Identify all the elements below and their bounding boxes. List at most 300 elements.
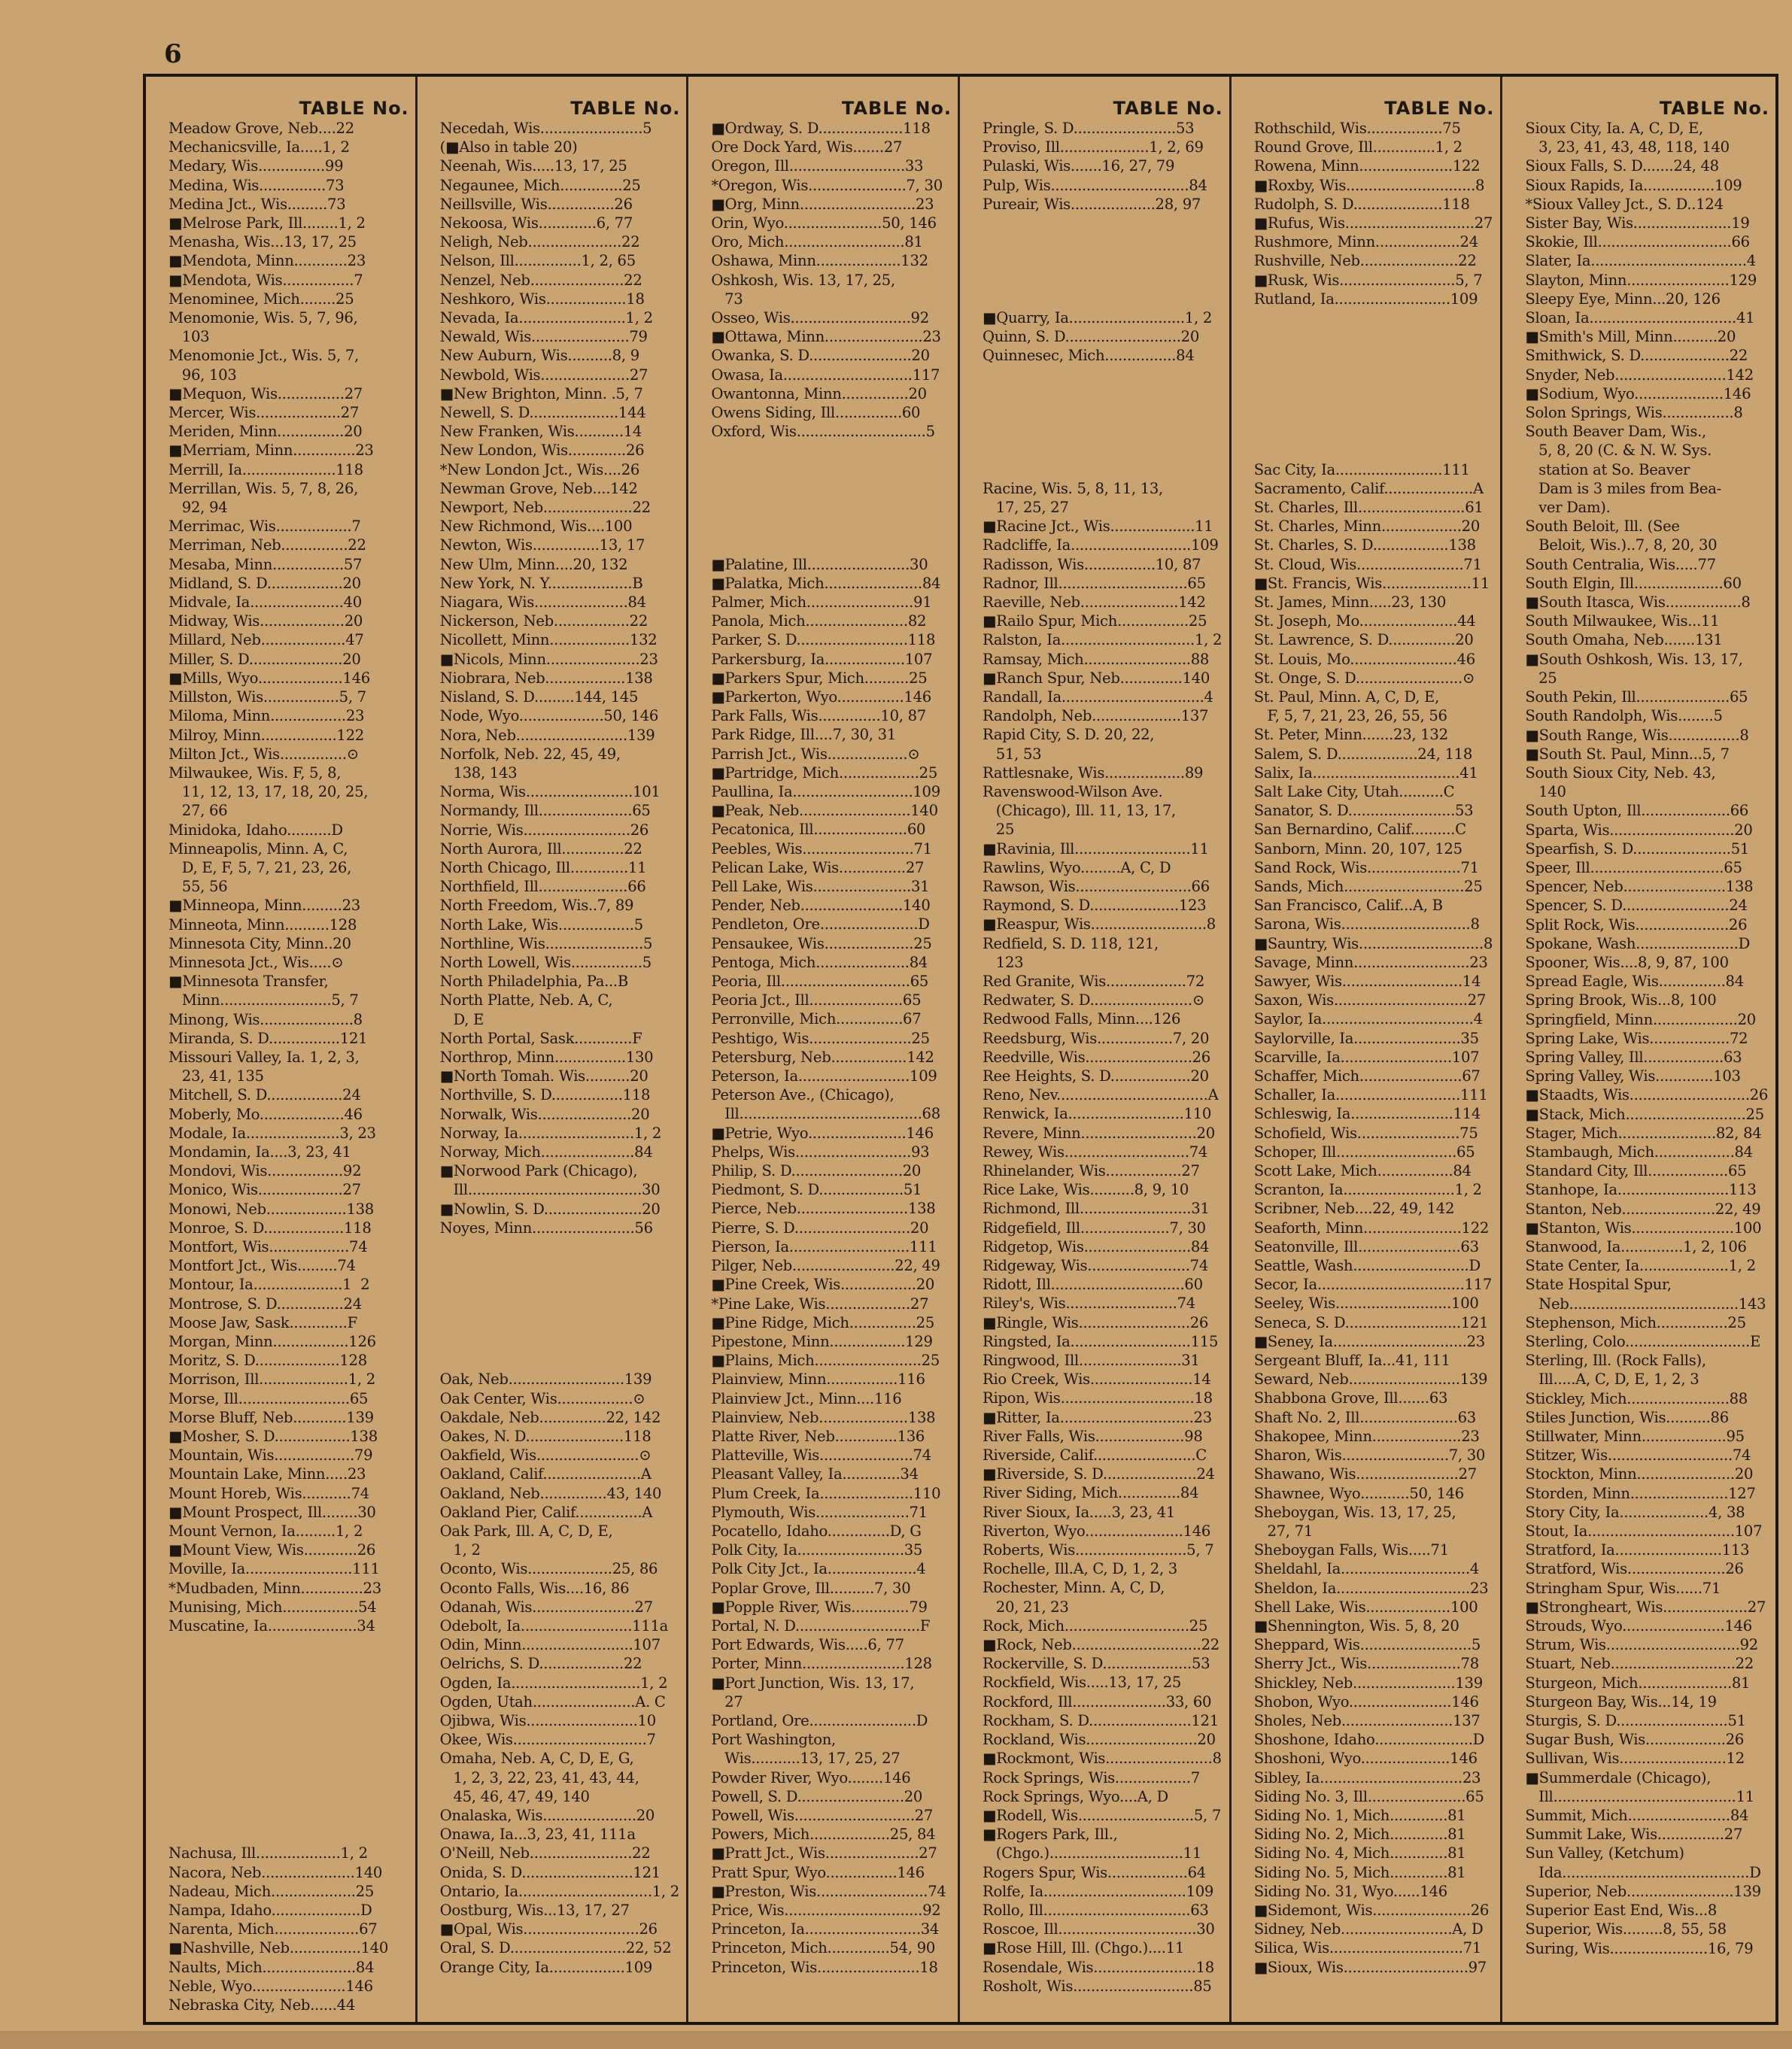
index-entry: Radcliffe, Ia...........................109 xyxy=(983,536,1219,554)
index-entry: Superior, Wis.........8, 55, 58 xyxy=(1525,1920,1727,1938)
index-entry: Dam is 3 miles from Bea- xyxy=(1525,479,1721,497)
index-entry: Price, Wis...............................92 xyxy=(711,1902,941,1919)
index-entry: Pelican Lake, Wis...............27 xyxy=(711,858,925,876)
index-entry: Seneca, S. D..........................121 xyxy=(1253,1313,1489,1331)
index-entry: Mount Vernon, Ia.........1, 2 xyxy=(169,1522,363,1541)
index-entry: Sholes, Neb.........................137 xyxy=(1253,1711,1481,1729)
entry-spacer xyxy=(970,460,1226,479)
index-entry: 92, 94 xyxy=(169,499,228,517)
index-entry: Peoria, Ill.............................65 xyxy=(711,973,929,991)
index-entry: Monroe, S. D..................118 xyxy=(169,1219,372,1237)
index-entry: Sidney, Neb.........................A, D xyxy=(1253,1920,1484,1938)
index-entry: Oconto Falls, Wis....16, 86 xyxy=(439,1579,630,1597)
entry-spacer xyxy=(428,1332,684,1351)
index-entry: Rosholt, Wis...........................85 xyxy=(983,1977,1212,1995)
entry-spacer xyxy=(1242,346,1498,365)
column-header: TABLE No. xyxy=(1659,98,1770,119)
index-entry: Rosendale, Wis.......................18 xyxy=(983,1958,1214,1976)
entry-spacer xyxy=(699,479,955,498)
index-entry: Stephenson, Mich................25 xyxy=(1525,1313,1746,1331)
index-entry: Poplar Grove, Ill..........7, 30 xyxy=(711,1579,911,1597)
index-entry: ■Riverside, S. D.....................24 xyxy=(983,1465,1215,1483)
index-entry: Stickley, Mich.......................88 xyxy=(1525,1389,1748,1407)
index-entry: ■Pine Creek, Wis.................20 xyxy=(711,1276,935,1294)
index-entry: Menasha, Wis...13, 17, 25 xyxy=(169,233,357,251)
index-entry: Powell, S. D........................20 xyxy=(711,1787,923,1805)
index-entry: Round Grove, Ill..............1, 2 xyxy=(1253,138,1462,156)
index-entry: Muscatine, Ia....................34 xyxy=(169,1617,375,1635)
index-entry: Sands, Mich...........................25 xyxy=(1253,878,1483,895)
index-entry: Salt Lake City, Utah..........C xyxy=(1253,782,1455,800)
index-entry: ■Staadts, Wis...........................26 xyxy=(1525,1086,1769,1104)
index-entry: Shawnee, Wyo...........50, 146 xyxy=(1253,1484,1464,1502)
entry-spacer xyxy=(699,536,955,554)
index-entry: Node, Wyo...................50, 146 xyxy=(439,707,659,725)
index-entry: Saylorville, Ia........................35 xyxy=(1253,1029,1479,1047)
entry-spacer xyxy=(699,498,955,517)
index-entry: Onalaska, Wis.....................20 xyxy=(439,1806,655,1824)
index-entry: Storden, Minn......................127 xyxy=(1525,1484,1756,1502)
index-entry: South Beaver Dam, Wis., xyxy=(1525,423,1706,441)
index-entry: North Philadelphia, Pa...B xyxy=(439,973,628,991)
index-entry: Porter, Minn.......................128 xyxy=(711,1655,932,1673)
index-entry: Niagara, Wis.....................84 xyxy=(439,593,646,612)
entry-spacer xyxy=(1242,308,1498,327)
index-entry: ■Parkers Spur, Mich..........25 xyxy=(711,669,928,687)
index-entry: *Mudbaden, Minn..............23 xyxy=(169,1579,381,1597)
index-entry: Ogden, Utah.......................A. C xyxy=(439,1692,666,1711)
index-entry: Rock Springs, Wyo....A, D xyxy=(983,1787,1168,1805)
index-entry: Ridgeway, Wis.......................74 xyxy=(983,1257,1208,1275)
entries-list xyxy=(699,119,955,1977)
index-entry: ■Rockmont, Wis........................8 xyxy=(983,1750,1222,1768)
index-entry: Niobrara, Neb..................138 xyxy=(439,669,653,687)
index-entry: ■Org, Minn..........................23 xyxy=(711,195,934,213)
index-entry: Northville, S. D................118 xyxy=(439,1086,651,1104)
index-entry: Midland, S. D.................20 xyxy=(169,574,361,592)
index-entry: River Sioux, Ia.....3, 23, 41 xyxy=(983,1503,1176,1521)
index-entry: Ill.........................................68 xyxy=(711,1105,940,1123)
index-entry: Neshkoro, Wis..................18 xyxy=(439,290,645,308)
index-entry: 17, 25, 27 xyxy=(983,498,1069,516)
entry-spacer xyxy=(970,290,1226,308)
index-entry: North Aurora, Ill..............22 xyxy=(439,839,642,858)
index-entry: St. Lawrence, S. D...............20 xyxy=(1253,631,1474,649)
index-entry: Pentoga, Mich.....................84 xyxy=(711,953,928,971)
index-entry: Orange City, Ia.................109 xyxy=(439,1958,653,1976)
index-entry: Owanka, S. D.......................20 xyxy=(711,347,930,365)
index-entry: Park Falls, Wis..............10, 87 xyxy=(711,707,926,725)
index-entry: 11, 12, 13, 17, 18, 20, 25, xyxy=(169,783,369,801)
entries-list xyxy=(156,119,412,2014)
index-entry: Reedsburg, Wis.................7, 20 xyxy=(983,1029,1210,1047)
index-entry: (Chicago), Ill. 11, 13, 17, xyxy=(983,802,1176,820)
index-entry: ■Nicols, Minn.....................23 xyxy=(439,650,658,668)
index-entry: New Richmond, Wis....100 xyxy=(439,518,633,536)
index-entry: Petersburg, Neb.................142 xyxy=(711,1048,934,1066)
index-entry: ■Ottawa, Minn......................23 xyxy=(711,328,941,346)
index-entry: Radnor, Ill.............................65 xyxy=(983,574,1206,592)
index-entry: Schaller, Ia............................111 xyxy=(1253,1086,1488,1104)
index-entry: Montrose, S. D...............24 xyxy=(169,1295,362,1313)
index-entry: Oakland, Neb...............43, 140 xyxy=(439,1484,662,1502)
index-entry: ■Stack, Mich...........................25 xyxy=(1525,1105,1764,1123)
index-entry: Newport, Neb....................22 xyxy=(439,499,651,517)
index-entry: Ill.....A, C, D, E, 1, 2, 3 xyxy=(1525,1371,1699,1389)
index-entry: Pierce, Neb.........................138 xyxy=(711,1200,936,1218)
index-entry: Sterling, Ill. (Rock Falls), xyxy=(1525,1352,1706,1370)
index-entry: Richmond, Ill.........................31 xyxy=(983,1200,1210,1218)
index-entry: Sloan, Ia.................................41 xyxy=(1525,309,1755,327)
index-entry: Shoshone, Idaho......................D xyxy=(1253,1731,1485,1749)
index-entry: Nicollett, Minn..................132 xyxy=(439,631,658,649)
index-entry: Milwaukee, Wis. F, 5, 8, xyxy=(169,763,342,782)
index-entry: Neillsville, Wis...............26 xyxy=(439,195,633,213)
index-entry: Narenta, Mich...................67 xyxy=(169,1920,378,1938)
index-entry: Rattlesnake, Wis..................89 xyxy=(983,763,1204,782)
index-entry: Redwood Falls, Minn....126 xyxy=(983,1010,1181,1028)
index-entry: Owens Siding, Ill...............60 xyxy=(711,404,921,422)
index-entry: ■Palatine, Ill.......................30 xyxy=(711,555,928,573)
index-entry: ■South Oshkosh, Wis. 13, 17, xyxy=(1525,650,1743,668)
index-column-6 xyxy=(1502,77,1775,2022)
index-entry: Montour, Ia....................1 2 xyxy=(169,1276,370,1294)
index-entry: Mount Horeb, Wis...........74 xyxy=(169,1484,369,1502)
index-entry: Shakopee, Minn....................23 xyxy=(1253,1427,1480,1445)
index-entry: ■Popple River, Wis.............79 xyxy=(711,1598,928,1616)
index-entry: Seatonville, Ill.......................63 xyxy=(1253,1237,1479,1255)
index-entry: Northline, Wis......................5 xyxy=(439,934,653,952)
index-entry: Neb......................................143 xyxy=(1525,1295,1766,1313)
index-entry: Rudolph, S. D....................118 xyxy=(1253,195,1470,213)
index-entry: Stitzer, Wis............................74 xyxy=(1525,1446,1751,1465)
index-entry: Renwick, Ia..........................110 xyxy=(983,1105,1212,1123)
index-entry: Ridgefield, Ill....................7, 30 xyxy=(983,1219,1206,1237)
entry-spacer xyxy=(699,517,955,536)
index-entry: Nora, Neb.........................139 xyxy=(439,726,655,744)
page-number: 6 xyxy=(164,39,182,69)
index-entry: 51, 53 xyxy=(983,745,1042,763)
index-entry: Sparta, Wis............................20 xyxy=(1525,821,1753,839)
column-header: TABLE No. xyxy=(299,98,409,119)
index-entry: Stockton, Minn......................20 xyxy=(1525,1465,1754,1483)
column-header: TABLE No. xyxy=(1384,98,1495,119)
index-entry: Spooner, Wis....8, 9, 87, 100 xyxy=(1525,953,1729,971)
index-entry: South Elgin, Ill....................60 xyxy=(1525,574,1742,592)
index-entry: Plainview Jct., Minn....116 xyxy=(711,1389,902,1407)
index-entry: Spring Brook, Wis...8, 100 xyxy=(1525,991,1717,1009)
index-entry: Peterson Ave., (Chicago), xyxy=(711,1086,894,1104)
index-entry: Oakfield, Wis.......................⊙ xyxy=(439,1446,651,1465)
index-entry: Spread Eagle, Wis...............84 xyxy=(1525,973,1744,991)
index-entry: Salem, S. D..................24, 118 xyxy=(1253,745,1472,763)
index-entry: ■Preston, Wis.........................74 xyxy=(711,1882,946,1900)
index-column-4 xyxy=(960,77,1232,2022)
index-entry: Rushville, Neb......................22 xyxy=(1253,252,1477,270)
index-entry: ■Plains, Mich........................25 xyxy=(711,1352,940,1370)
index-entry: Rock, Mich............................25 xyxy=(983,1616,1208,1635)
index-entry: Oro, Mich...........................81 xyxy=(711,233,923,251)
column-header: TABLE No. xyxy=(1113,98,1223,119)
index-entry: Oelrichs, S. D...................22 xyxy=(439,1655,642,1673)
index-entry: ■Stanton, Wis.......................100 xyxy=(1525,1219,1762,1237)
index-entry: Pureair, Wis...................28, 97 xyxy=(983,195,1201,213)
index-entry: ■Rodell, Wis..........................5, 7 xyxy=(983,1806,1222,1824)
index-entry: Oconto, Wis...................25, 86 xyxy=(439,1560,658,1578)
index-entry: Oak Park, Ill. A, C, D, E, xyxy=(439,1522,613,1540)
index-entry: 27, 71 xyxy=(1253,1522,1313,1540)
index-entry: Nickerson, Neb.................22 xyxy=(439,612,648,630)
index-entry: San Francisco, Calif...A, B xyxy=(1253,897,1443,915)
index-entry: 25 xyxy=(983,821,1015,839)
index-entry: Sherry Jct., Wis.....................78 xyxy=(1253,1655,1479,1673)
index-entry: Oakland, Calif......................A xyxy=(439,1465,651,1483)
index-entry: Pratt Spur, Wyo................146 xyxy=(711,1863,925,1881)
index-entry: Oakes, N. D......................118 xyxy=(439,1427,651,1445)
index-entry: Montfort Jct., Wis.........74 xyxy=(169,1257,356,1275)
index-entry: 138, 143 xyxy=(439,763,518,782)
index-entry: Suring, Wis......................16, 79 xyxy=(1525,1939,1754,1957)
index-entry: Ill.........................................11 xyxy=(1525,1787,1754,1805)
index-column-5 xyxy=(1232,77,1503,2022)
index-entry: 20, 21, 23 xyxy=(983,1598,1069,1616)
index-entry: Paullina, Ia...........................109 xyxy=(711,783,940,801)
index-entry: Sergeant Bluff, Ia...41, 111 xyxy=(1253,1352,1450,1370)
index-entry: Merriman, Neb...............22 xyxy=(169,536,366,554)
index-entry: Oshkosh, Wis. 13, 17, 25, xyxy=(711,271,895,289)
index-entry: Rushmore, Minn...................24 xyxy=(1253,233,1478,251)
index-entry: Nelson, Ill...............1, 2, 65 xyxy=(439,252,636,270)
index-entry: St. Cloud, Wis........................71 xyxy=(1253,555,1482,573)
entry-spacer xyxy=(428,1256,684,1275)
index-entry: Morse, Ill.........................65 xyxy=(169,1389,369,1407)
index-entry: Pocatello, Idaho..............D, G xyxy=(711,1522,922,1540)
index-entry: Rowena, Minn.....................122 xyxy=(1253,157,1481,175)
index-entry: Omaha, Neb. A, C, D, E, G, xyxy=(439,1750,634,1768)
index-entry: Rothschild, Wis.................75 xyxy=(1253,120,1461,137)
page-bottom-edge xyxy=(0,2031,1792,2049)
index-entry: Seaforth, Minn......................122 xyxy=(1253,1219,1490,1237)
index-entry: Sun Valley, (Ketchum) xyxy=(1525,1844,1684,1862)
entries-list xyxy=(1513,119,1772,1958)
index-entry: Scott Lake, Mich.................84 xyxy=(1253,1162,1472,1180)
entry-spacer xyxy=(156,1674,412,1692)
index-entry: New York, N. Y...................B xyxy=(439,574,643,592)
index-entry: ■Parkerton, Wyo...............146 xyxy=(711,688,931,706)
index-entry: ■Nowlin, S. D......................20 xyxy=(439,1200,661,1218)
index-entry: Montfort, Wis..................74 xyxy=(169,1237,368,1255)
index-entry: ■Minneopa, Minn.........23 xyxy=(169,897,360,915)
index-entry: Moville, Ia........................111 xyxy=(169,1560,380,1578)
index-entry: Piedmont, S. D...................51 xyxy=(711,1181,922,1199)
index-entry: Solon Springs, Wis................8 xyxy=(1525,404,1743,422)
index-entry: State Center, Ia....................1, 2 xyxy=(1525,1257,1756,1275)
index-entry: 27 xyxy=(711,1692,743,1711)
index-entry: 73 xyxy=(711,290,743,308)
entry-spacer xyxy=(970,366,1226,384)
index-entry: Schoper, Ill...........................65 xyxy=(1253,1143,1475,1161)
index-entry: San Bernardino, Calif..........C xyxy=(1253,821,1466,839)
index-entry: Ramsay, Mich........................88 xyxy=(983,650,1210,668)
index-entry: Owasa, Ia.............................117 xyxy=(711,366,940,384)
index-entry: ■Summerdale (Chicago), xyxy=(1525,1768,1712,1786)
index-entry: ■South St. Paul, Minn...5, 7 xyxy=(1525,745,1730,763)
index-entry: Oakdale, Neb...............22, 142 xyxy=(439,1408,661,1426)
index-entry: Summit, Mich.......................84 xyxy=(1525,1807,1749,1825)
index-entry: Orin, Wyo......................50, 146 xyxy=(711,214,937,232)
index-entry: Sheboygan Falls, Wis.....71 xyxy=(1253,1541,1449,1559)
index-entry: Pulaski, Wis.......16, 27, 79 xyxy=(983,157,1175,175)
index-entry: Medina, Wis...............73 xyxy=(169,176,345,194)
index-entry: North Platte, Neb. A, C, xyxy=(439,991,613,1009)
index-entry: Shawano, Wis.......................27 xyxy=(1253,1465,1477,1483)
index-entry: Saxon, Wis..............................27 xyxy=(1253,991,1487,1009)
index-entry: 123 xyxy=(983,953,1024,971)
entry-spacer xyxy=(970,251,1226,270)
index-entry: ■Pratt Jct., Wis.....................27 xyxy=(711,1844,937,1862)
index-entry: 25 xyxy=(1525,669,1557,687)
index-entry: Northrop, Minn................130 xyxy=(439,1048,654,1066)
entries-list xyxy=(428,119,684,1977)
column-header: TABLE No. xyxy=(570,98,681,119)
table-index-frame xyxy=(143,74,1778,2025)
index-entry: Riverton, Wyo......................146 xyxy=(983,1522,1211,1540)
index-entry: St. James, Minn.....23, 130 xyxy=(1253,593,1447,611)
index-entry: Ringsted, Ia...........................115 xyxy=(983,1332,1219,1350)
index-entry: Morgan, Minn.................126 xyxy=(169,1333,376,1350)
index-entry: St. Charles, Ill........................61 xyxy=(1253,498,1484,516)
index-entry: Sterling, Colo............................E xyxy=(1525,1333,1761,1350)
index-entry: South Beloit, Ill. (See xyxy=(1525,518,1680,536)
index-entry: New Franken, Wis...........14 xyxy=(439,423,642,441)
index-entry: Newell, S. D....................144 xyxy=(439,404,646,422)
index-entry: Mondamin, Ia....3, 23, 41 xyxy=(169,1143,351,1161)
index-entry: Pierson, Ia...........................111 xyxy=(711,1237,937,1255)
index-entry: 140 xyxy=(1525,783,1566,801)
index-entry: Powell, Wis...........................27 xyxy=(711,1806,934,1824)
index-entry: Monowi, Neb..................138 xyxy=(169,1200,374,1218)
index-entry: Powers, Mich..................25, 84 xyxy=(711,1826,936,1844)
index-entry: St. Paul, Minn. A, C, D, E, xyxy=(1253,688,1440,706)
index-entry: Raymond, S. D....................123 xyxy=(983,897,1207,915)
index-entry: North Chicago, Ill.............11 xyxy=(439,858,647,876)
index-entry: Princeton, Ia..........................34 xyxy=(711,1920,940,1938)
index-entry: Peshtigo, Wis.......................25 xyxy=(711,1029,930,1047)
index-entry: Okee, Wis..............................7 xyxy=(439,1731,656,1749)
index-entry: ■Ringle, Wis.........................26 xyxy=(983,1313,1209,1331)
index-entry: Portal, N. D............................F xyxy=(711,1616,931,1635)
index-entry: St. Joseph, Mo......................44 xyxy=(1253,612,1476,630)
index-entry: Sturgeon, Mich.....................81 xyxy=(1525,1674,1751,1692)
index-entry: (■Also in table 20) xyxy=(439,138,578,156)
index-entry: Beloit, Wis.)..7, 8, 20, 30 xyxy=(1525,536,1718,554)
index-entry: ■Ravinia, Ill..........................11 xyxy=(983,839,1209,858)
index-entry: Oak, Neb..........................139 xyxy=(439,1371,652,1389)
index-entry: Meadow Grove, Neb....22 xyxy=(169,120,354,137)
index-entry: ■Ordway, S. D...................118 xyxy=(711,120,931,137)
entry-spacer xyxy=(1242,441,1498,460)
index-entry: South Sioux City, Neb. 43, xyxy=(1525,763,1716,782)
index-entry: *New London Jct., Wis....26 xyxy=(439,460,640,478)
index-entry: ■New Brighton, Minn. .5, 7 xyxy=(439,384,643,402)
index-entry: Spring Valley, Wis.............103 xyxy=(1525,1067,1741,1085)
index-entry: ■Sioux, Wis............................97 xyxy=(1253,1958,1487,1976)
index-entry: Radisson, Wis................10, 87 xyxy=(983,555,1201,573)
index-entry: Raeville, Neb......................142 xyxy=(983,593,1206,611)
index-entry: Norfolk, Neb. 22, 45, 49, xyxy=(439,745,621,763)
index-entry: Philip, S. D.........................20 xyxy=(711,1162,922,1180)
index-entry: South Randolph, Wis........5 xyxy=(1525,707,1723,725)
index-entry: D, E, F, 5, 7, 21, 23, 26, xyxy=(169,858,351,876)
index-entry: River Siding, Mich..............84 xyxy=(983,1484,1199,1502)
index-entry: Ringwood, Ill.......................31 xyxy=(983,1352,1200,1370)
index-entry: Sioux Falls, S. D.......24, 48 xyxy=(1525,157,1719,175)
index-entry: Port Washington, xyxy=(711,1731,836,1749)
index-entry: ■Mount View, Wis............26 xyxy=(169,1541,376,1559)
index-entry: Secor, Ia.................................117 xyxy=(1253,1276,1492,1294)
index-entry: Port Edwards, Wis.....6, 77 xyxy=(711,1636,904,1654)
index-entry: ■Rusk, Wis..........................5, 7 xyxy=(1253,271,1483,289)
index-entry: Shell Lake, Wis...................100 xyxy=(1253,1598,1478,1616)
index-entry: Pringle, S. D.......................53 xyxy=(983,120,1195,137)
index-entry: Mechanicsville, Ia.....1, 2 xyxy=(169,138,350,156)
index-entry: Split Rock, Wis.....................26 xyxy=(1525,915,1748,933)
index-entry: Pensaukee, Wis....................25 xyxy=(711,934,932,952)
index-entry: Seward, Neb.........................139 xyxy=(1253,1371,1488,1389)
index-entry: Ree Heights, S. D..................20 xyxy=(983,1067,1209,1085)
index-entry: Peoria Jct., Ill.....................65 xyxy=(711,991,922,1009)
entry-spacer xyxy=(156,1654,412,1673)
index-entry: Siding No. 1, Mich.............81 xyxy=(1253,1806,1466,1824)
entry-spacer xyxy=(970,422,1226,441)
index-entry: Powder River, Wyo........146 xyxy=(711,1768,911,1786)
index-entry: Rutland, Ia..........................109 xyxy=(1253,290,1478,308)
index-entry: Princeton, Wis.......................18 xyxy=(711,1958,938,1976)
index-entry: Pierre, S. D..........................20 xyxy=(711,1219,929,1237)
index-entry: Normandy, Ill.....................65 xyxy=(439,802,651,820)
index-entry: Pipestone, Minn.................129 xyxy=(711,1332,933,1350)
index-entry: ■Sodium, Wyo....................146 xyxy=(1525,384,1751,402)
entry-spacer xyxy=(699,460,955,479)
index-entry: Shabbona Grove, Ill.......63 xyxy=(1253,1389,1448,1407)
index-entry: ■Minnesota Transfer, xyxy=(169,973,329,991)
index-entry: Schofield, Wis.......................75 xyxy=(1253,1124,1478,1142)
index-entry: North Portal, Sask.............F xyxy=(439,1029,642,1047)
index-entry: Spencer, Neb.......................138 xyxy=(1525,878,1754,896)
index-entry: Ridott, Ill..............................60 xyxy=(983,1276,1203,1294)
index-entry: Schaffer, Mich.......................67 xyxy=(1253,1067,1481,1085)
index-entry: Noyes, Minn.......................56 xyxy=(439,1219,653,1237)
entries-list xyxy=(970,119,1226,1996)
index-entry: Redwater, S. D.......................⊙ xyxy=(983,991,1204,1009)
index-entry: Moritz, S. D...................128 xyxy=(169,1352,367,1370)
index-entry: Portland, Ore........................D xyxy=(711,1711,928,1729)
index-entry: Newald, Wis......................79 xyxy=(439,328,648,346)
index-entry: Plum Creek, Ia.....................110 xyxy=(711,1484,941,1502)
index-entry: O'Neill, Neb.......................22 xyxy=(439,1844,651,1862)
index-entry: Pilger, Neb.......................22, 49 xyxy=(711,1257,940,1275)
index-entry: ■Opal, Wis..........................26 xyxy=(439,1920,658,1938)
index-entry: Minneota, Minn..........128 xyxy=(169,915,357,933)
index-entry: Oral, S. D..........................22, 52 xyxy=(439,1939,672,1957)
entry-spacer xyxy=(156,1787,412,1806)
index-entry: Saylor, Ia..................................4 xyxy=(1253,1010,1483,1028)
index-entry: Nenzel, Neb.....................22 xyxy=(439,271,642,289)
index-entry: Quinn, S. D..........................20 xyxy=(983,328,1200,346)
index-entry: Minong, Wis.....................8 xyxy=(169,1010,363,1028)
index-entry: Perronville, Mich...............67 xyxy=(711,1010,922,1028)
entry-spacer xyxy=(1242,403,1498,422)
